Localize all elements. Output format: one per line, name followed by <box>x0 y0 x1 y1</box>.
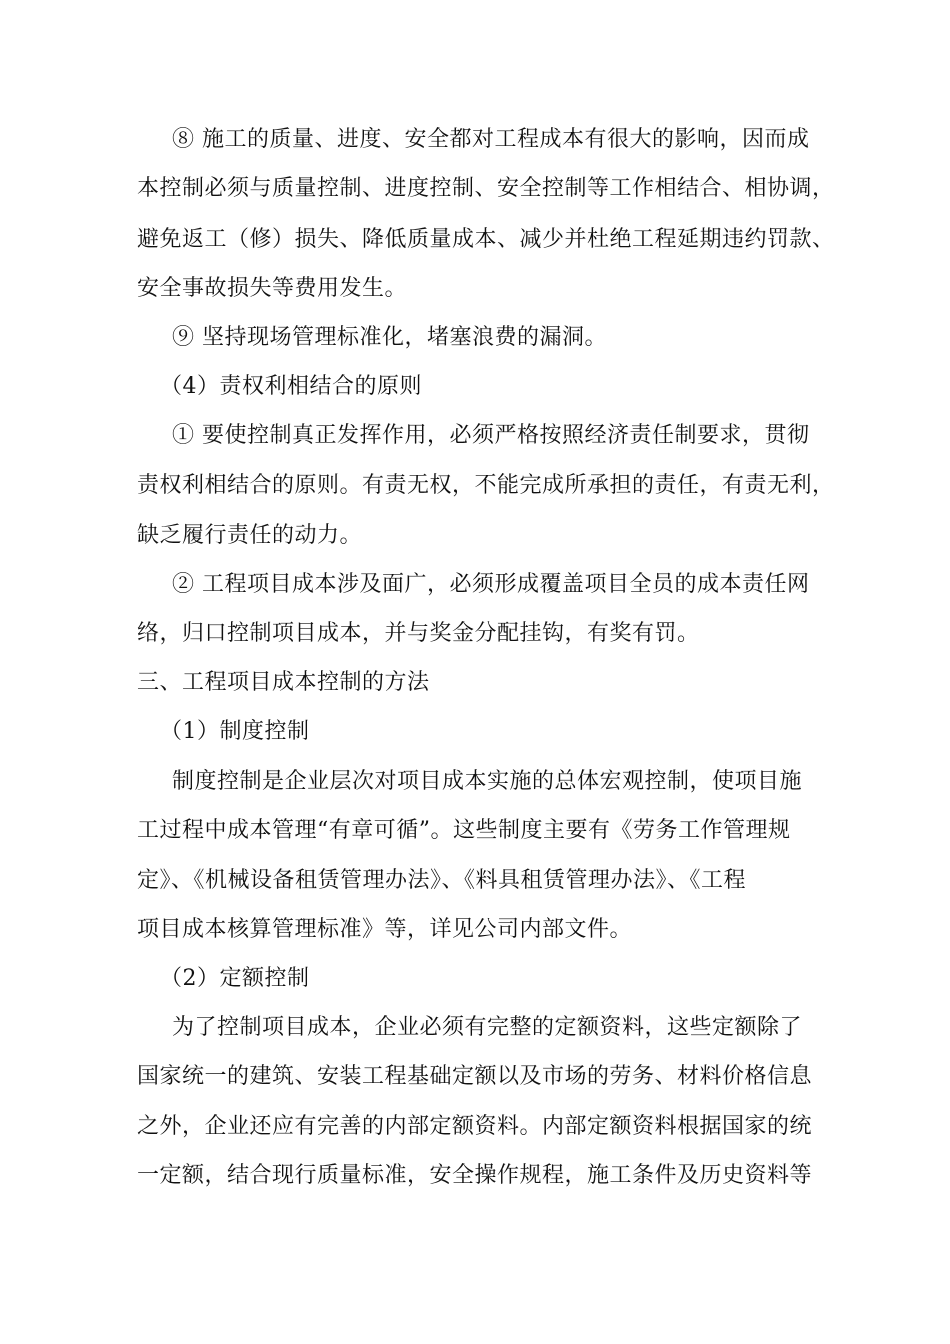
text-line: 之外，企业还应有完善的内部定额资料。内部定额资料根据国家的统 <box>137 1114 813 1139</box>
text-line: 为了控制项目成本，企业必须有完整的定额资料，这些定额除了 <box>172 1015 803 1040</box>
text-line: ⑧ 施工的质量、进度、安全都对工程成本有很大的影响，因而成 <box>172 127 810 152</box>
text-line: 制度控制是企业层次对项目成本实施的总体宏观控制，使项目施 <box>172 769 803 794</box>
text-line: 一定额，结合现行质量标准，安全操作规程，施工条件及历史资料等 <box>137 1163 813 1188</box>
text-line: 项目成本核算管理标准》等，详见公司内部文件。 <box>137 917 633 942</box>
text-line: 缺乏履行责任的动力。 <box>137 523 363 548</box>
text-line: 避免返工（修）损失、降低质量成本、减少并杜绝工程延期违约罚款、 <box>137 227 835 252</box>
text-line: 定》、《机械设备租赁管理办法》、《料具租赁管理办法》、《工程 <box>137 868 747 893</box>
section-heading: （2）定额控制 <box>160 966 310 991</box>
text-line: 工过程中成本管理“有章可循”。这些制度主要有《劳务工作管理规 <box>137 818 791 843</box>
text-line: 本控制必须与质量控制、进度控制、安全控制等工作相结合、相协调， <box>137 176 835 201</box>
text-line: 安全事故损失等费用发生。 <box>137 276 408 301</box>
text-line: 责权利相结合的原则。有责无权，不能完成所承担的责任，有责无利， <box>137 473 835 498</box>
text-line: 国家统一的建筑、安装工程基础定额以及市场的劳务、材料价格信息 <box>137 1064 813 1089</box>
section-heading: （1）制度控制 <box>160 719 310 744</box>
text-line: ⑨ 坚持现场管理标准化，堵塞浪费的漏洞。 <box>172 325 607 350</box>
text-line: ② 工程项目成本涉及面广，必须形成覆盖项目全员的成本责任网 <box>172 572 810 597</box>
chapter-heading: 三、工程项目成本控制的方法 <box>137 670 430 695</box>
section-heading: （4）责权利相结合的原则 <box>160 374 422 399</box>
text-line: ① 要使控制真正发挥作用，必须严格按照经济责任制要求，贯彻 <box>172 423 810 448</box>
text-line: 络，归口控制项目成本，并与奖金分配挂钩，有奖有罚。 <box>137 621 700 646</box>
